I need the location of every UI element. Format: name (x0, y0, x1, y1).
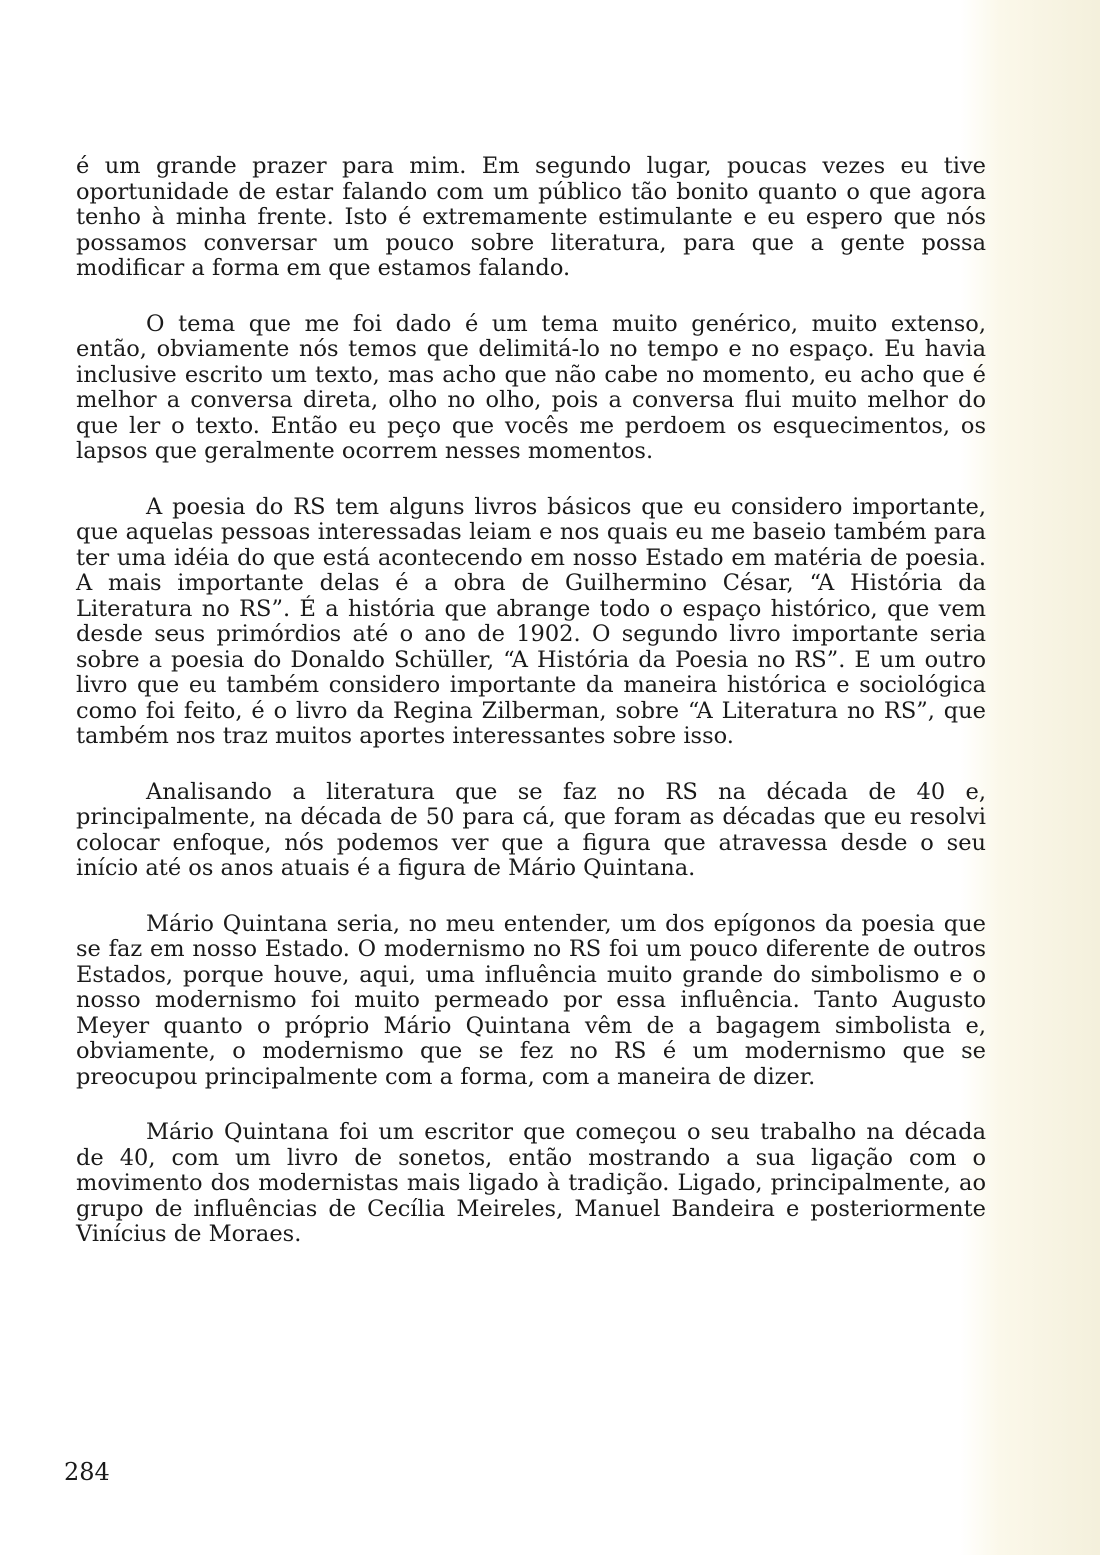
paragraph-3: A poesia do RS tem alguns livros básicos que eu considero importante, que aquelas pessoas interessadas leiam e nos quais eu me baseio também para ter uma idéia do que está acontecendo em nosso Estado em matéria de poesia. A mais importante delas é a obra de Guilhermino César, “A História da Literatura no RS”. É a história que abrange todo o espaço histórico, que vem desde seus primórdios até o ano de 1902. O segundo livro importante seria sobre a poesia do Donaldo Schüller, “A História da Poesia no RS”. E um outro livro que eu também considero importante da maneira histórica e sociológica como foi feito, é o livro da Regina Zilberman, sobre “A Literatura no RS”, que também nos traz muitos aportes interessantes sobre isso. (76, 493, 986, 749)
paragraph-1: é um grande prazer para mim. Em segundo lugar, poucas vezes eu tive oportunidade de estar falando com um público tão bonito quanto o que agora tenho à minha frente. Isto é extremamente estimulante e eu espero que nós possamos conversar um pouco sobre literatura, para que a gente possa modificar a forma em que estamos falando. (76, 153, 986, 281)
paragraph-5: Mário Quintana seria, no meu entender, um dos epígonos da poesia que se faz em nosso Estado. O modernismo no RS foi um pouco diferente de outros Estados, porque houve, aqui, uma influência muito grande do simbolismo e o nosso modernismo foi muito permeado por essa influência. Tanto Augusto Meyer quanto o próprio Mário Quintana vêm de a bagagem simbolista e, obviamente, o modernismo que se fez no RS é um modernismo que se preocupou principalmente com a forma, com a maneira de dizer. (76, 910, 986, 1090)
paragraph-6: Mário Quintana foi um escritor que começou o seu trabalho na década de 40, com um livro de sonetos, então mostrando a sua ligação com o movimento dos modernistas mais ligado à tradição. Ligado, principalmente, ao grupo de influências de Cecília Meireles, Manuel Bandeira e posteriormente Vinícius de Moraes. (76, 1119, 986, 1247)
paragraph-4: Analisando a literatura que se faz no RS na década de 40 e, principalmente, na década de 50 para cá, que foram as décadas que eu resolvi colocar enfoque, nós podemos ver que a figura que atravessa desde o seu início até os anos atuais é a figura de Mário Quintana. (76, 778, 986, 881)
page-number: 284 (64, 1458, 110, 1486)
paragraph-2: O tema que me foi dado é um tema muito genérico, muito extenso, então, obviamente nós temos que delimitá-lo no tempo e no espaço. Eu havia inclusive escrito um texto, mas acho que não cabe no momento, eu acho que é melhor a conversa direta, olho no olho, pois a conversa flui muito melhor do que ler o texto. Então eu peço que vocês me perdoem os esquecimentos, os lapsos que geralmente ocorrem nesses momentos. (76, 310, 986, 464)
body-text (76, 154, 986, 1278)
